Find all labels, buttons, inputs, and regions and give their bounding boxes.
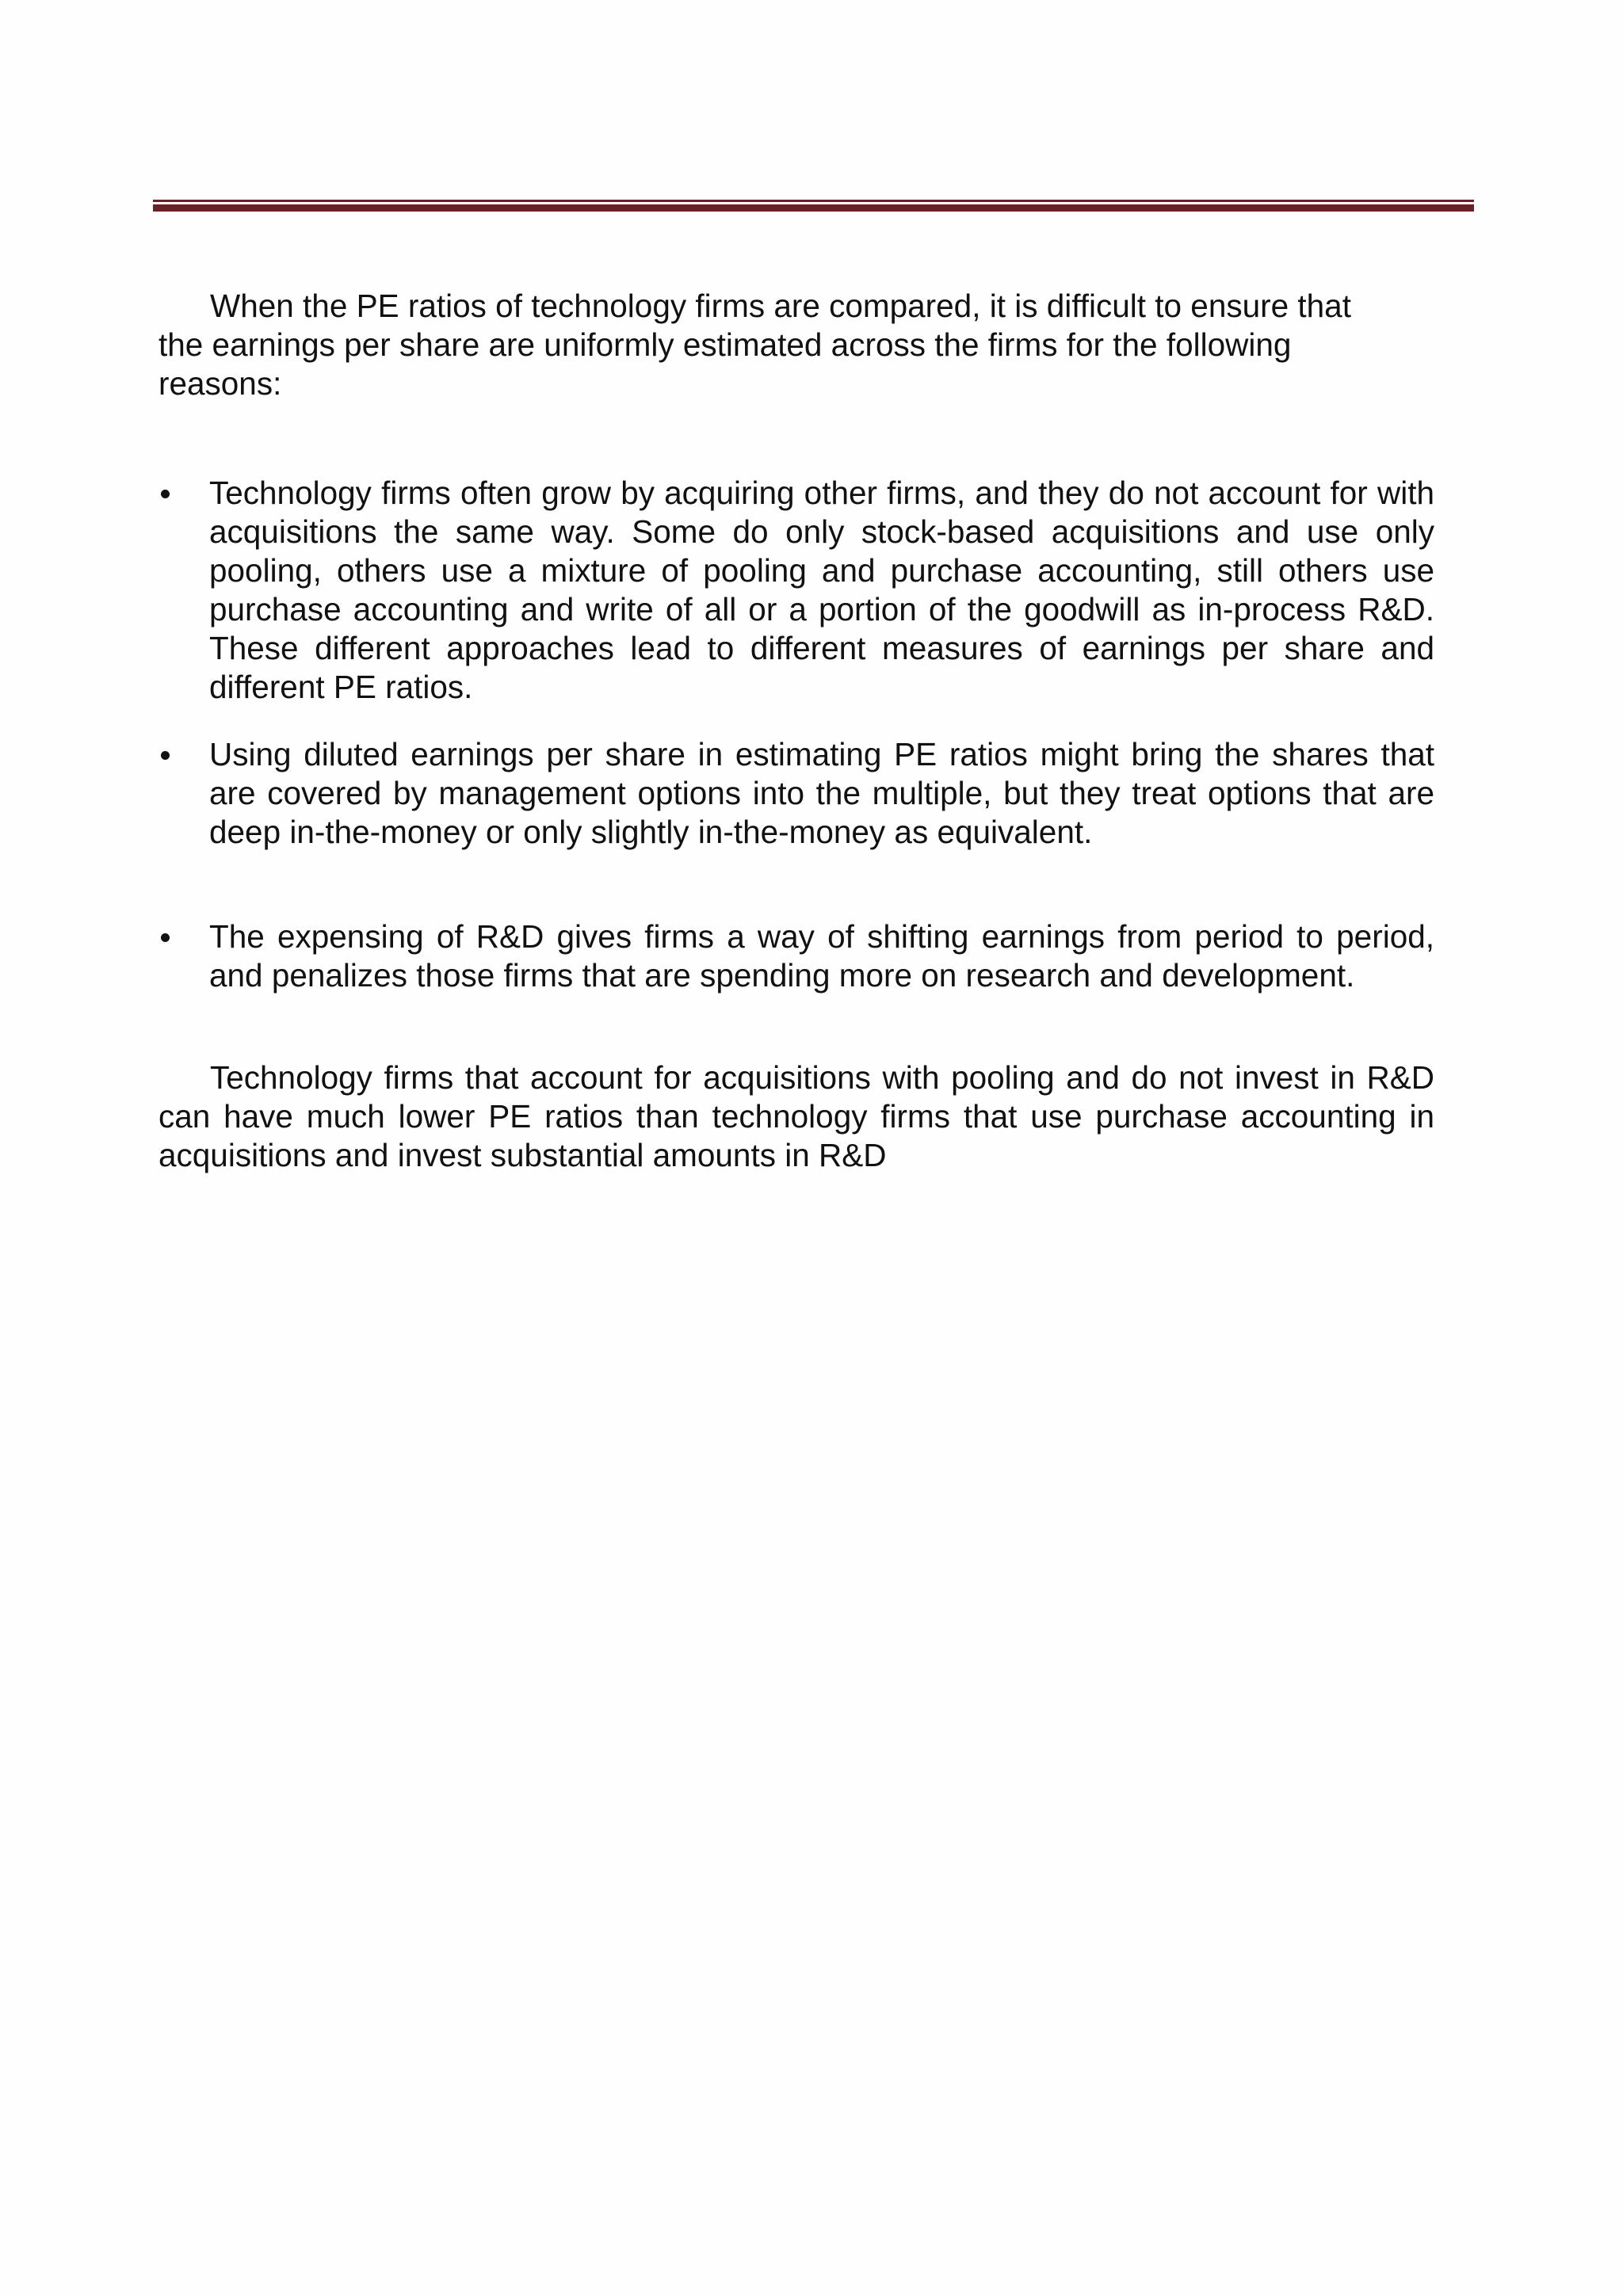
- bullet-text-rd-expensing: The expensing of R&D gives firms a way of shifting earnings from period to period, and penalizes those firms that are spending more on research and development.: [209, 918, 1434, 994]
- header-rule-thick-line: [153, 204, 1474, 212]
- bullet-text-diluted-earnings: Using diluted earnings per share in estimating PE ratios might bring the shares that are covered by management options into the multiple, but they treat options that are deep in-the-money or only slightly in-the-money as equivalent.: [209, 736, 1434, 850]
- conclusion-paragraph: Technology firms that account for acquisitions with pooling and do not invest in R&D can have much lower PE ratios than technology firms that use purchase accounting in acquisitions and invest substantial amounts in R&D: [158, 1059, 1434, 1173]
- bullet-text-acquisitions: Technology firms often grow by acquiring other firms, and they do not account for with acquisitions the same way. Some do only stock-based acquisitions and use only pooling, others use a mixture of pooling and purchase accounting, still others use purchase accounting and write of all or a portion of the goodwill as in-process R&D. These different approaches lead to different measures of earnings per share and different PE ratios.: [209, 475, 1434, 705]
- intro-paragraph: When the PE ratios of technology firms are compared, it is difficult to ensure that the earnings per share are uniformly estimated across the firms for the following reasons:: [158, 288, 1351, 402]
- bullet-item-rd-expensing: [158, 917, 1434, 995]
- header-rule-thin-line: [153, 200, 1474, 202]
- bullet-item-diluted-earnings: [158, 735, 1434, 852]
- bullet-item-acquisitions: [158, 474, 1434, 707]
- bullet-dot-icon: [161, 751, 170, 760]
- bullet-dot-icon: [161, 490, 170, 498]
- header-rule: [153, 200, 1474, 212]
- bullet-dot-icon: [161, 933, 170, 942]
